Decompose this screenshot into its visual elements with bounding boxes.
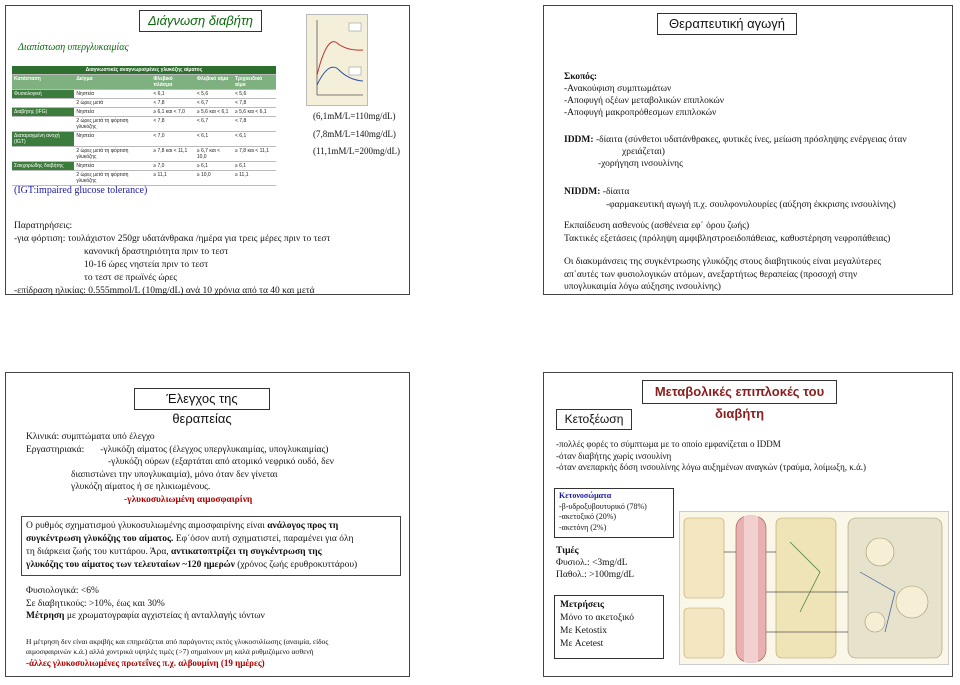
measurement-text: με χρωματογραφία αγχιστείας ή ανταλλαγής ιόντων [64, 611, 265, 621]
measurement-item: Με Acetest [560, 639, 604, 649]
lab-line: γλυκόζη αίματος ή σε ηλικιωμένους. [71, 482, 211, 492]
fluct-line: υπογλυκαιμία λόγω αύξησης ινσουλίνης) [564, 282, 721, 292]
niddm-section [564, 186, 896, 212]
hba1c-text: τη διάρκεια ζωής του κυττάρου. Άρα, [26, 547, 172, 557]
table-header: Φλεβικό αίμα [195, 75, 233, 90]
clinical-line: Κλινικά: συμπτώματα υπό έλεγχο [26, 432, 155, 442]
monitoring-text [26, 431, 334, 506]
iddm-line: χρειάζεται) [622, 147, 665, 157]
note-item: -για φόρτιση: τουλάχιστον 250gr υδατάνθρακα /ημέρα για τρεις μέρες πριν το τεστ [14, 234, 331, 244]
table-row: 2 ώρες μετά τη φόρτιση γλυκόζης ≥ 11,1 ≥ 10,0 ≥ 11,1 [12, 171, 276, 186]
table-header: Δείγμα [74, 75, 151, 90]
notes-title: Παρατηρήσεις: [14, 221, 73, 231]
measurement-label: Μέτρηση [26, 611, 65, 621]
fluct-line: Οι διακυμάνσεις της συγκέντρωσης γλυκόζης στους διαβητικούς είναι μεγαλύτερες [564, 257, 882, 267]
table-row: 2 ώρες μετά τη φόρτιση γλυκόζης ≥ 7,8 και < 11,1 ≥ 6,7 και < 10,0 ≥ 7,8 και < 11,1 [12, 147, 276, 162]
note-item: 10-16 ώρες νηστεία πριν το τεστ [84, 260, 209, 270]
note-item: το τεστ σε πρωϊνές ώρες [84, 273, 178, 283]
hba1c-text: αντικατοπτρίζει τη συγκέντρωση της [171, 547, 322, 557]
glucose-table [12, 66, 276, 186]
slide-title: Μεταβολικές επιπλοκές του διαβήτη [642, 380, 837, 404]
slide-therapy [543, 5, 953, 295]
hba1c-heading: -γλυκοσυλιωμένη αιμοσφαιρίνη [124, 494, 253, 505]
slide-title: Θεραπευτική αγωγή [657, 13, 797, 35]
table-caption: Διαγνωστικές αναγνωρισμένες γλυκόζης αίματος [12, 66, 276, 75]
goal-item: -Ανακούφιση συμπτωμάτων [564, 84, 672, 94]
niddm-line: -φαρμακευτική αγωγή π.χ. σουλφονυλουρίες (αύξηση έκκρισης ινσουλίνης) [606, 200, 896, 210]
glucose-curve-figure [306, 14, 368, 106]
ketone-item: -β-υδροξυβουτυρικό (78%) [559, 501, 647, 511]
note-item: -επίδραση ηλικίας: 0.555mmol/L (10mg/dL) ανά 10 χρόνια από τα 40 και μετά [14, 286, 315, 296]
table-header: Τριχοειδικό αίμα [233, 75, 276, 90]
value-line: Φυσιολ.: <3mg/dL [556, 558, 628, 568]
value-line: Παθολ.: >100mg/dL [556, 570, 635, 580]
value-200: (11,1mM/L=200mg/dL) [313, 146, 400, 156]
hba1c-values [26, 585, 265, 623]
ketone-title: Κετονοσώματα [559, 491, 612, 500]
hba1c-text: γλυκόζης του αίματος των τελευταίων ~120 ημερών [26, 560, 235, 570]
lab-label: Εργαστηριακά: [26, 444, 85, 455]
education-line: Εκπαίδευση ασθενούς (ασθένεια εφ΄ όρου ζωής) [564, 221, 750, 231]
metabolism-figure [679, 511, 949, 665]
hba1c-text: (χρόνος ζωής ερυθροκυττάρου) [234, 560, 358, 570]
value-normal: Φυσιολογικά: <6% [26, 586, 99, 596]
education [564, 220, 890, 246]
slide-complications [543, 372, 953, 677]
footnote-proteins: -άλλες γλυκοσυλιωμένες πρωτεΐνες π.χ. αλβουμίνη (19 ημέρες) [26, 658, 265, 668]
metabolism-diagram [680, 512, 948, 664]
ketoacidosis-title: Κετοξέωση [556, 409, 632, 430]
subtitle: Διαπίστωση υπεργλυκαιμίας [18, 42, 129, 53]
table-row: Διαταραγμένη ανοχή (IGT) Νηστεία < 7,0 < 6,1 < 6,1 [12, 132, 276, 147]
hba1c-box [21, 516, 401, 576]
igt-definition: (IGT:impaired glucose tolerance) [14, 185, 148, 196]
slide-title: Διάγνωση διαβήτη [139, 10, 262, 32]
value-140: (7,8mM/L=140mg/dL) [313, 129, 396, 139]
iddm-label: IDDM: [564, 135, 594, 145]
goal-item: -Αποφυγή μακροπρόθεσμων επιπλοκών [564, 108, 717, 118]
table-header: Κατάσταση [12, 75, 74, 90]
lab-line: διαπιστώνει την υπογλυκαιμία), μόνο όταν δεν γίνεται [71, 469, 278, 480]
goal-title: Σκοπός: [564, 72, 598, 82]
measurement-item: Με Ketostix [560, 626, 608, 636]
measurements-box [554, 595, 664, 659]
slide-title: Έλεγχος της θεραπείας [134, 388, 270, 410]
measurement-item: Μόνο το ακετοξικό [560, 613, 635, 623]
cause-line: -όταν διαβήτης χωρίς ινσουλίνη [556, 450, 672, 461]
notes [14, 220, 330, 298]
value-diabetic: Σε διαβητικούς: >10%, έως και 30% [26, 598, 165, 609]
hba1c-text: Ο ρυθμός σχηματισμού γλυκοσυλιωμένης αιμοσφαιρίνης είναι [26, 521, 268, 531]
ketone-values [556, 545, 634, 581]
therapy-goals [564, 71, 724, 119]
table-row: Διαβήτης (IFG) Νηστεία ≥ 6,1 και < 7,0 ≥ 5,6 και < 6,1 ≥ 5,6 και < 6,1 [12, 108, 276, 117]
ketoacidosis-causes [556, 439, 866, 474]
table-row: Σακχαρώδης διαβήτης Νηστεία ≥ 7,0 ≥ 6,1 ≥ 6,1 [12, 162, 276, 171]
table-row: 2 ώρες μετά < 7,8 < 6,7 < 7,8 [12, 99, 276, 108]
cause-line: -πολλές φορές το σύμπτωμα με το οποίο εμφανίζεται ο IDDM [556, 439, 781, 449]
ketone-bodies-box [554, 488, 674, 538]
measurements-title: Μετρήσεις [560, 600, 605, 610]
iddm-section [564, 134, 907, 170]
table-row: 2 ώρες μετά τη φόρτιση γλυκόζης < 7,8 < 6,7 < 7,8 [12, 117, 276, 132]
hba1c-text: ανάλογος προς τη [267, 521, 339, 531]
note-item: κανονική δραστηριότητα πριν το τεστ [84, 247, 229, 257]
footnote-line: αιμοσφαιρινών κ.ά.) αλλά χοντρικά υψηλές τιμές (>7) σημαίνουν μη καλά ρυθμιζόμενο ασθενή [26, 647, 314, 656]
values-title: Τιμές [556, 546, 579, 556]
value-110: (6,1mM/L=110mg/dL) [313, 111, 396, 121]
cause-line: -όταν ανεπαρκής δόση ινσουλίνης λόγω αυξημένων αναγκών (τραύμα, λοίμωξη, κ.ά.) [556, 462, 867, 472]
education-line: Τακτικές εξετάσεις (πρόληψη αμφιβληστροειδοπάθειας, καθυστέρηση νεφροπάθειας) [564, 234, 891, 244]
slide-monitoring [5, 372, 410, 677]
table-header: Φλεβικό πλάσμα [151, 75, 195, 90]
slide-diagnosis [5, 5, 410, 295]
hba1c-text: συγκέντρωση γλυκόζης του αίματος. [26, 534, 174, 544]
footnote-line: Η μέτρηση δεν είναι ακριβής και επηρεάζεται από παράγοντες εκτός γλυκοσυλίωσης (αναιμία, είδος [26, 637, 329, 646]
fluct-line: απ΄αυτές των φυσιολογικών ατόμων, ανεξαρτήτως θεραπείας (προσοχή στην [564, 269, 858, 280]
goal-item: -Αποφυγή οξέων μεταβολικών επιπλοκών [564, 96, 725, 106]
lab-line: -γλυκόζη αίματος (έλεγχος υπεργλυκαιμίας, υπογλυκαιμίας) [100, 444, 329, 455]
hba1c-text: Εφ΄όσον αυτή σχηματιστεί, παραμένει για όλη [173, 534, 354, 544]
ketone-item: -ακετοξικό (20%) [559, 512, 617, 521]
ketone-item: -ακετόνη (2%) [559, 522, 607, 532]
iddm-line: -χορήγηση ινσουλίνης [598, 159, 683, 169]
glucose-curve-graphic [307, 15, 367, 105]
fluctuations [564, 256, 881, 294]
niddm-line: -δίαιτα [602, 187, 630, 197]
table-row: Φυσιολογική Νηστεία < 6,1 < 5,6 < 5,6 [12, 90, 276, 99]
niddm-label: NIDDM: [564, 187, 601, 197]
lab-line: -γλυκόζη ούρων (εξαρτάται από ατομικό νεφρικό ουδό, δεν [108, 457, 334, 467]
iddm-line: -δίαιτα (σύνθετοι υδατάνθρακες, φυτικές ίνες, μείωση πρόσληψης ενέργειας όταν [595, 135, 907, 145]
footnote [26, 637, 328, 670]
